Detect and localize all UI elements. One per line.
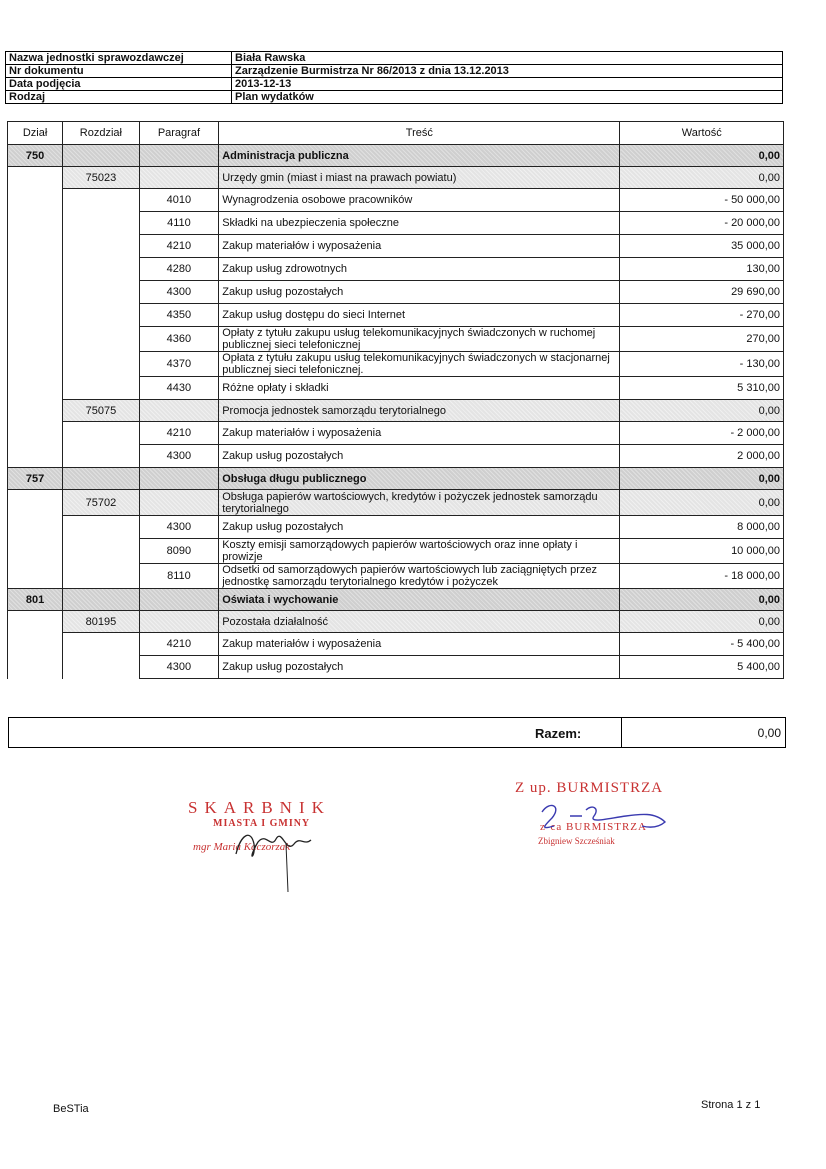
item-text: Różne opłaty i składki: [219, 377, 620, 400]
table-row: [8, 327, 784, 352]
section-blank-cell: [63, 145, 139, 167]
col-header-dzial: Dział: [8, 122, 63, 145]
item-dzial-blank: [8, 258, 63, 281]
table-row: [8, 539, 784, 564]
item-dzial-blank: [8, 656, 63, 679]
item-text: Zakup usług zdrowotnych: [219, 258, 620, 281]
table-row: [8, 422, 784, 445]
item-dzial-blank: [8, 516, 63, 539]
table-row: [8, 564, 784, 589]
header-label: Nazwa jednostki sprawozdawczej: [6, 52, 232, 65]
chapter-value: 0,00: [620, 611, 784, 633]
footer-page-number: Strona 1 z 1: [701, 1099, 761, 1111]
chapter-rozdzial: 75702: [63, 490, 139, 516]
section-value: 0,00: [620, 468, 784, 490]
header-label: Data podjęcia: [6, 78, 232, 91]
header-value: Zarządzenie Burmistrza Nr 86/2013 z dnia 13.12.2013: [232, 65, 783, 78]
table-row: [8, 445, 784, 468]
item-dzial-blank: [8, 189, 63, 212]
item-text: Opłata z tytułu zakupu usług telekomunikacyjnych świadczonych w stacjonarnej publicznej sieci telefonicznej.: [219, 352, 620, 377]
chapter-title: Promocja jednostek samorządu terytorialnego: [219, 400, 620, 422]
mayor-signature-icon: [530, 798, 680, 838]
item-text: Koszty emisji samorządowych papierów wartościowych oraz inne opłaty i prowizje: [219, 539, 620, 564]
item-rozdzial-blank: [63, 377, 139, 400]
item-paragraf: 4360: [139, 327, 219, 352]
item-dzial-blank: [8, 445, 63, 468]
table-row: [8, 656, 784, 679]
header-row: [6, 65, 783, 78]
item-text: Opłaty z tytułu zakupu usług telekomunikacyjnych świadczonych w ruchomej publicznej sieci telefonicznej: [219, 327, 620, 352]
chapter-row: [8, 400, 784, 422]
expenditure-table: [7, 121, 784, 679]
item-value: - 130,00: [620, 352, 784, 377]
section-blank-cell: [63, 589, 139, 611]
item-text: Odsetki od samorządowych papierów wartościowych lub zaciągniętych przez jednostkę samorządu terytorialnego kredytów i pożyczek: [219, 564, 620, 589]
item-paragraf: 4210: [139, 235, 219, 258]
section-value: 0,00: [620, 589, 784, 611]
treasurer-stamp-name: mgr Maria Kaczorzak: [193, 841, 291, 853]
treasurer-stamp: [188, 798, 338, 853]
item-paragraf: 8090: [139, 539, 219, 564]
item-text: Składki na ubezpieczenia społeczne: [219, 212, 620, 235]
header-value: Biała Rawska: [232, 52, 783, 65]
item-dzial-blank: [8, 352, 63, 377]
item-text: Zakup usług dostępu do sieci Internet: [219, 304, 620, 327]
item-rozdzial-blank: [63, 281, 139, 304]
section-blank-cell: [139, 589, 219, 611]
item-text: Zakup usług pozostałych: [219, 445, 620, 468]
table-row: [8, 377, 784, 400]
chapter-row: [8, 490, 784, 516]
table-header-row: [8, 122, 784, 145]
item-paragraf: 8110: [139, 564, 219, 589]
item-paragraf: 4210: [139, 633, 219, 656]
header-value: 2013-12-13: [232, 78, 783, 91]
table-row: [8, 258, 784, 281]
item-value: 2 000,00: [620, 445, 784, 468]
chapter-rozdzial: 75075: [63, 400, 139, 422]
section-dzial: 757: [8, 468, 63, 490]
item-dzial-blank: [8, 564, 63, 589]
item-dzial-blank: [8, 212, 63, 235]
item-paragraf: 4430: [139, 377, 219, 400]
item-rozdzial-blank: [63, 656, 139, 679]
item-paragraf: 4280: [139, 258, 219, 281]
item-rozdzial-blank: [63, 633, 139, 656]
item-paragraf: 4370: [139, 352, 219, 377]
chapter-dzial-blank: [8, 611, 63, 633]
item-text: Zakup materiałów i wyposażenia: [219, 422, 620, 445]
item-dzial-blank: [8, 377, 63, 400]
treasurer-stamp-subtitle: MIASTA I GMINY: [213, 818, 311, 829]
header-value: Plan wydatków: [232, 91, 783, 104]
chapter-blank-cell: [139, 400, 219, 422]
item-dzial-blank: [8, 235, 63, 258]
item-dzial-blank: [8, 539, 63, 564]
item-dzial-blank: [8, 633, 63, 656]
item-rozdzial-blank: [63, 212, 139, 235]
item-value: 10 000,00: [620, 539, 784, 564]
footer-software-name: BeSTia: [53, 1103, 89, 1115]
item-text: Zakup usług pozostałych: [219, 281, 620, 304]
chapter-blank-cell: [139, 611, 219, 633]
item-paragraf: 4110: [139, 212, 219, 235]
item-value: - 20 000,00: [620, 212, 784, 235]
item-rozdzial-blank: [63, 352, 139, 377]
item-rozdzial-blank: [63, 422, 139, 445]
item-paragraf: 4210: [139, 422, 219, 445]
section-blank-cell: [63, 468, 139, 490]
total-label: Razem:: [535, 726, 582, 741]
section-value: 0,00: [620, 145, 784, 167]
item-dzial-blank: [8, 422, 63, 445]
item-value: - 5 400,00: [620, 633, 784, 656]
header-label: Nr dokumentu: [6, 65, 232, 78]
header-row: [6, 78, 783, 91]
table-row: [8, 189, 784, 212]
item-rozdzial-blank: [63, 327, 139, 352]
header-row: [6, 91, 783, 104]
item-value: 5 310,00: [620, 377, 784, 400]
item-text: Zakup materiałów i wyposażenia: [219, 235, 620, 258]
item-value: 8 000,00: [620, 516, 784, 539]
table-row: [8, 235, 784, 258]
col-header-wartosc: Wartość: [620, 122, 784, 145]
chapter-title: Obsługa papierów wartościowych, kredytów i pożyczek jednostek samorządu terytorialnego: [219, 490, 620, 516]
mayor-stamp-title: Z up. BURMISTRZA: [515, 780, 664, 796]
item-rozdzial-blank: [63, 304, 139, 327]
chapter-dzial-blank: [8, 400, 63, 422]
item-value: - 50 000,00: [620, 189, 784, 212]
section-dzial: 801: [8, 589, 63, 611]
item-rozdzial-blank: [63, 189, 139, 212]
item-dzial-blank: [8, 281, 63, 304]
chapter-title: Urzędy gmin (miast i miast na prawach powiatu): [219, 167, 620, 189]
section-row: [8, 145, 784, 167]
item-value: - 270,00: [620, 304, 784, 327]
item-paragraf: 4300: [139, 281, 219, 304]
item-text: Zakup usług pozostałych: [219, 516, 620, 539]
table-row: [8, 212, 784, 235]
col-header-tresc: Treść: [219, 122, 620, 145]
item-paragraf: 4300: [139, 445, 219, 468]
section-blank-cell: [139, 468, 219, 490]
item-value: 5 400,00: [620, 656, 784, 679]
item-value: - 18 000,00: [620, 564, 784, 589]
treasurer-stamp-title: SKARBNIK: [188, 798, 331, 817]
item-value: 270,00: [620, 327, 784, 352]
item-text: Wynagrodzenia osobowe pracowników: [219, 189, 620, 212]
item-paragraf: 4010: [139, 189, 219, 212]
section-dzial: 750: [8, 145, 63, 167]
item-dzial-blank: [8, 327, 63, 352]
treasurer-signature-icon: [216, 814, 326, 894]
item-rozdzial-blank: [63, 516, 139, 539]
item-value: 130,00: [620, 258, 784, 281]
item-rozdzial-blank: [63, 235, 139, 258]
mayor-stamp-name: Zbigniew Szcześniak: [538, 836, 615, 846]
section-title: Obsługa długu publicznego: [219, 468, 620, 490]
chapter-rozdzial: 80195: [63, 611, 139, 633]
mayor-stamp-subtitle: z-ca BURMISTRZA: [540, 821, 647, 833]
chapter-blank-cell: [139, 490, 219, 516]
item-rozdzial-blank: [63, 564, 139, 589]
chapter-value: 0,00: [620, 400, 784, 422]
total-divider: [621, 718, 622, 747]
chapter-value: 0,00: [620, 167, 784, 189]
table-row: [8, 304, 784, 327]
chapter-row: [8, 611, 784, 633]
col-header-rozdzial: Rozdział: [63, 122, 139, 145]
chapter-rozdzial: 75023: [63, 167, 139, 189]
total-value: 0,00: [757, 726, 781, 740]
item-value: 35 000,00: [620, 235, 784, 258]
table-row: [8, 633, 784, 656]
item-rozdzial-blank: [63, 539, 139, 564]
header-label: Rodzaj: [6, 91, 232, 104]
item-dzial-blank: [8, 304, 63, 327]
item-rozdzial-blank: [63, 258, 139, 281]
item-text: Zakup usług pozostałych: [219, 656, 620, 679]
table-row: [8, 516, 784, 539]
section-row: [8, 589, 784, 611]
item-paragraf: 4350: [139, 304, 219, 327]
total-row: [8, 717, 786, 748]
item-value: 29 690,00: [620, 281, 784, 304]
table-row: [8, 352, 784, 377]
section-title: Oświata i wychowanie: [219, 589, 620, 611]
chapter-dzial-blank: [8, 490, 63, 516]
chapter-title: Pozostała działalność: [219, 611, 620, 633]
header-row: [6, 52, 783, 65]
item-rozdzial-blank: [63, 445, 139, 468]
chapter-dzial-blank: [8, 167, 63, 189]
table-row: [8, 281, 784, 304]
item-value: - 2 000,00: [620, 422, 784, 445]
item-paragraf: 4300: [139, 656, 219, 679]
item-text: Zakup materiałów i wyposażenia: [219, 633, 620, 656]
document-header-table: [5, 51, 783, 104]
item-paragraf: 4300: [139, 516, 219, 539]
chapter-value: 0,00: [620, 490, 784, 516]
chapter-blank-cell: [139, 167, 219, 189]
col-header-paragraf: Paragraf: [139, 122, 219, 145]
section-title: Administracja publiczna: [219, 145, 620, 167]
section-row: [8, 468, 784, 490]
chapter-row: [8, 167, 784, 189]
section-blank-cell: [139, 145, 219, 167]
